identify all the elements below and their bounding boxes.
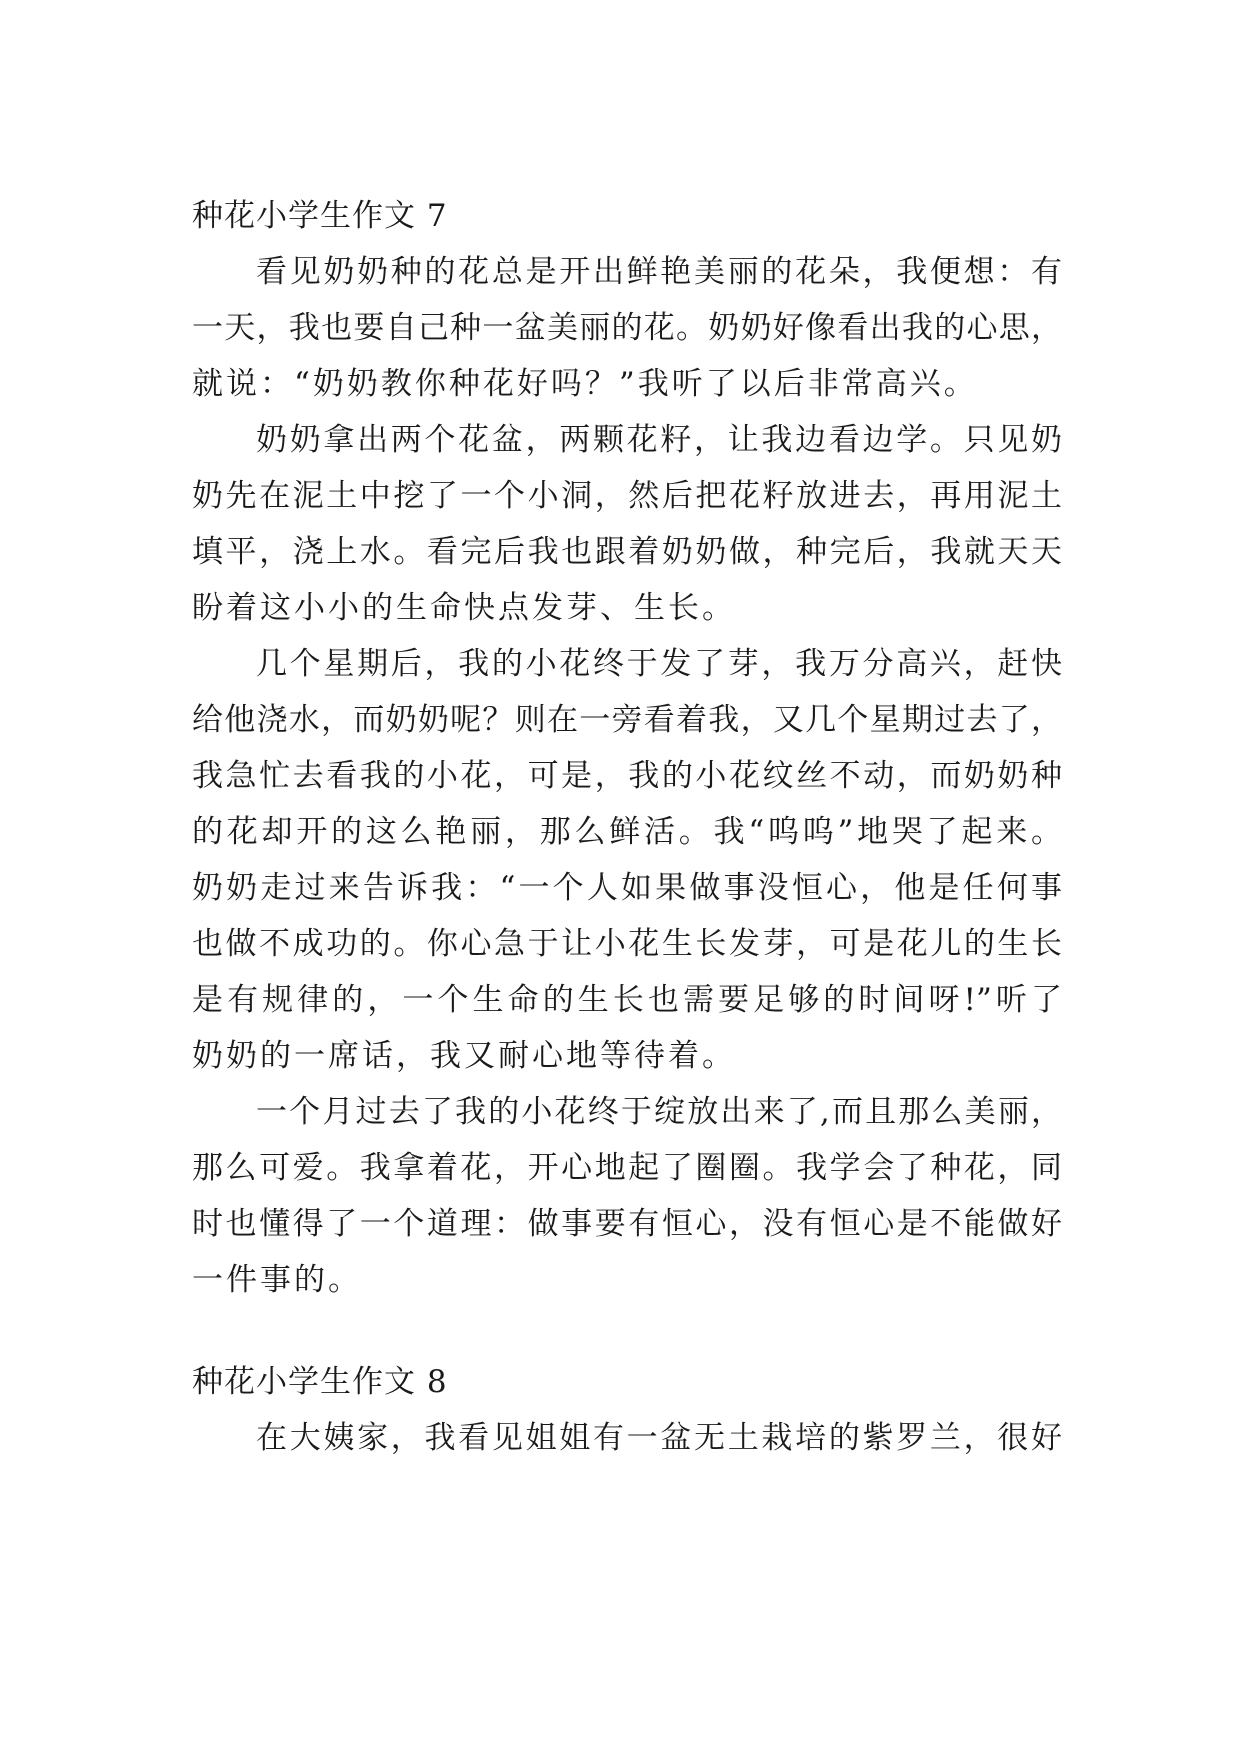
text-line: 几个星期后，我的小花终于发了芽，我万分高兴，赶快 — [256, 646, 1062, 682]
text-line: 填平，浇上水。看完后我也跟着奶奶做，种完后，我就天天 — [192, 534, 1062, 570]
text-line: 时也懂得了一个道理：做事要有恒心，没有恒心是不能做好 — [192, 1206, 1062, 1242]
text-line: 一件事的。 — [192, 1262, 362, 1298]
text-line: 奶奶的一席话，我又耐心地等待着。 — [192, 1038, 736, 1074]
essay-title: 种花小学生作文 8 — [192, 1364, 448, 1400]
text-line: 也做不成功的。你心急于让小花生长发芽，可是花儿的生长 — [192, 926, 1062, 962]
text-line: 奶奶走过来告诉我：“一个人如果做事没恒心，他是任何事 — [192, 870, 1062, 906]
text-line: 一天，我也要自己种一盆美丽的花。奶奶好像看出我的心思， — [192, 310, 1062, 346]
essay-title: 种花小学生作文 7 — [192, 198, 448, 234]
text-line: 就说：“奶奶教你种花好吗？”我听了以后非常高兴。 — [192, 366, 978, 402]
text-line: 给他浇水，而奶奶呢？则在一旁看着我，又几个星期过去了， — [192, 702, 1062, 738]
text-line: 看见奶奶种的花总是开出鲜艳美丽的花朵，我便想：有 — [256, 254, 1062, 290]
text-line: 一个月过去了我的小花终于绽放出来了,而且那么美丽， — [256, 1094, 1062, 1130]
text-line: 那么可爱。我拿着花，开心地起了圈圈。我学会了种花，同 — [192, 1150, 1062, 1186]
text-line: 我急忙去看我的小花，可是，我的小花纹丝不动，而奶奶种 — [192, 758, 1062, 794]
text-line: 奶奶拿出两个花盆，两颗花籽，让我边看边学。只见奶 — [256, 422, 1062, 458]
text-line: 是有规律的，一个生命的生长也需要足够的时间呀!”听了 — [192, 982, 1062, 1018]
text-line: 在大姨家，我看见姐姐有一盆无土栽培的紫罗兰，很好 — [256, 1420, 1062, 1456]
text-line: 的花却开的这么艳丽，那么鲜活。我“呜呜”地哭了起来。 — [192, 814, 1062, 850]
text-line: 盼着这小小的生命快点发芽、生长。 — [192, 590, 736, 626]
text-line: 奶先在泥土中挖了一个小洞，然后把花籽放进去，再用泥土 — [192, 478, 1062, 514]
